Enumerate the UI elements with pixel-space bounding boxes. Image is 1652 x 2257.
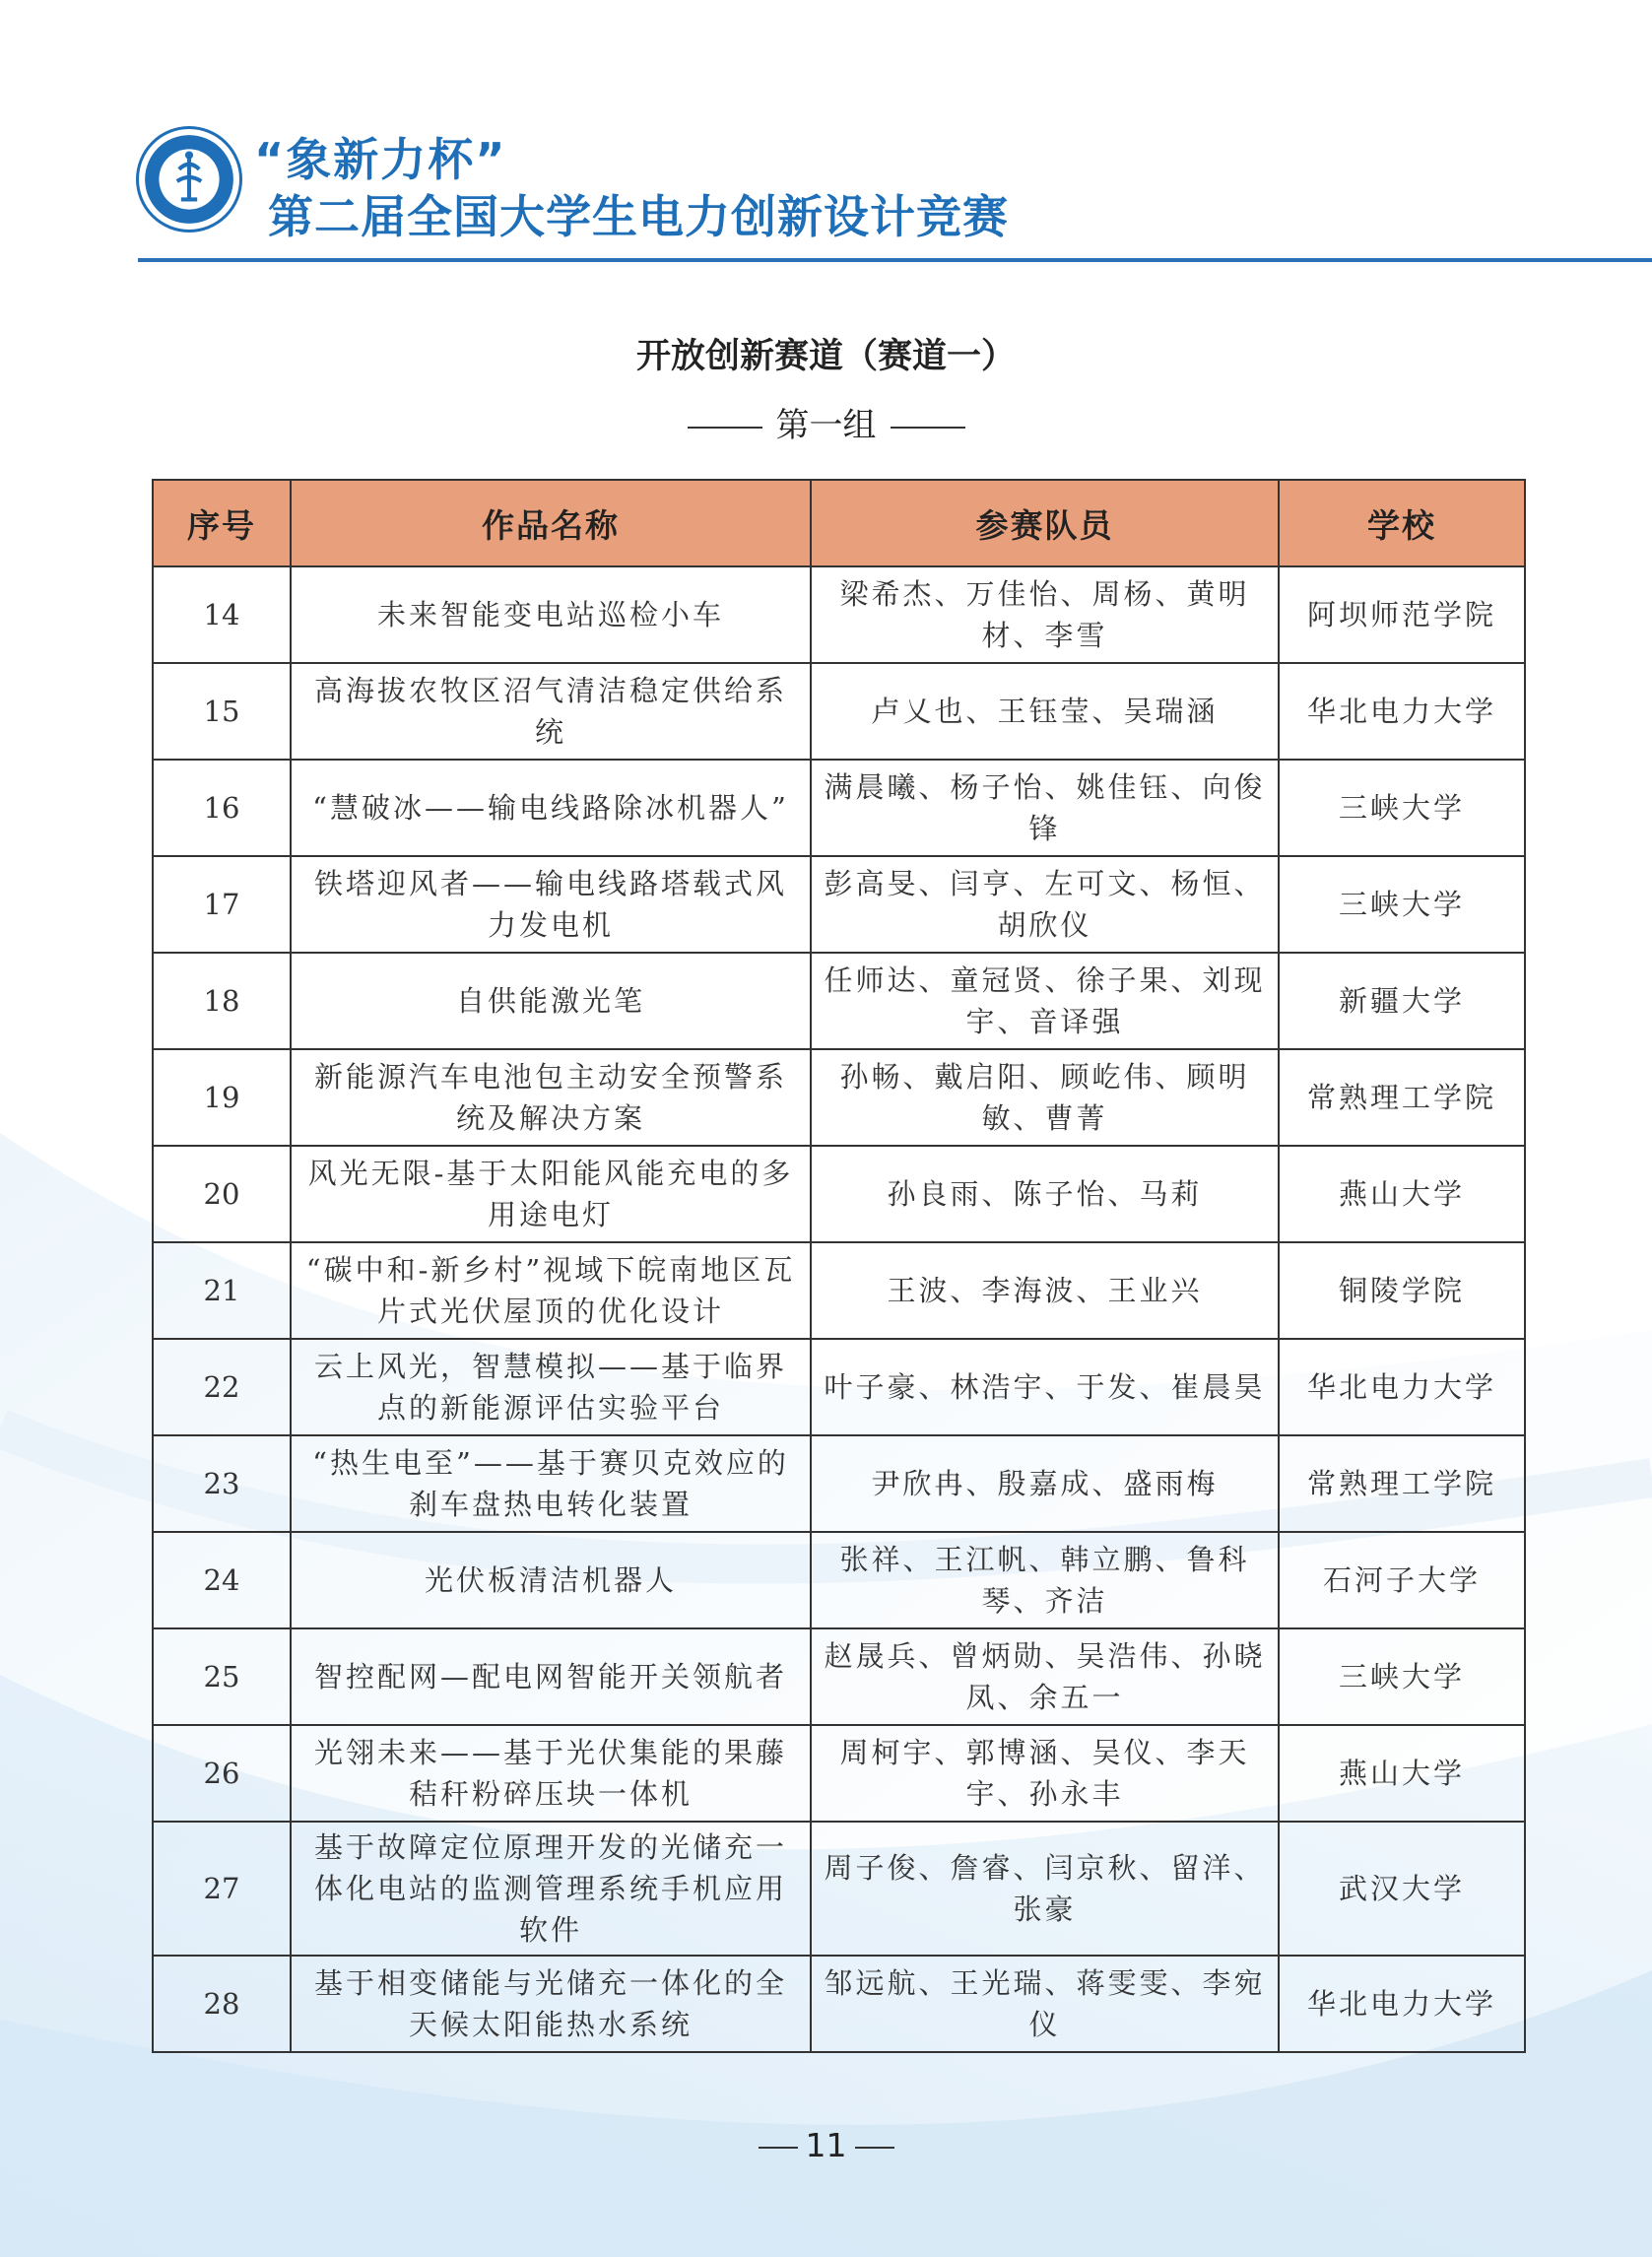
team-members: 梁希杰、万佳怡、周杨、黄明材、李雪 — [811, 566, 1279, 663]
school-name: 三峡大学 — [1279, 856, 1525, 953]
school-name: 燕山大学 — [1279, 1725, 1525, 1822]
row-number: 19 — [153, 1049, 291, 1146]
work-name: 未来智能变电站巡检小车 — [291, 566, 811, 663]
table-row — [153, 663, 1525, 760]
dash-left — [688, 427, 762, 429]
school-name: 铜陵学院 — [1279, 1242, 1525, 1339]
table-row — [153, 1628, 1525, 1725]
work-name: “慧破冰——输电线路除冰机器人” — [291, 760, 811, 856]
work-name: 自供能激光笔 — [291, 953, 811, 1049]
column-header-work: 作品名称 — [291, 480, 811, 566]
team-members: 王波、李海波、王业兴 — [811, 1242, 1279, 1339]
table-row — [153, 760, 1525, 856]
school-name: 华北电力大学 — [1279, 1956, 1525, 2052]
results-table — [152, 479, 1526, 2053]
table-row — [153, 1532, 1525, 1628]
row-number: 15 — [153, 663, 291, 760]
team-members: 任师达、童冠贤、徐子果、刘现宇、音译强 — [811, 953, 1279, 1049]
dash-left — [759, 2147, 798, 2149]
school-name: 三峡大学 — [1279, 760, 1525, 856]
competition-title: 第二届全国大学生电力创新设计竞赛 — [268, 190, 1009, 243]
school-name: 武汉大学 — [1279, 1822, 1525, 1956]
team-members: 周子俊、詹睿、闫京秋、留洋、张豪 — [811, 1822, 1279, 1956]
section-title: 开放创新赛道（赛道一） — [635, 337, 1016, 376]
row-number: 17 — [153, 856, 291, 953]
school-name: 新疆大学 — [1279, 953, 1525, 1049]
team-members: 邹远航、王光瑞、蒋雯雯、李宛仪 — [811, 1956, 1279, 2052]
column-header-number: 序号 — [153, 480, 291, 566]
table-row — [153, 1049, 1525, 1146]
team-members: 叶子豪、林浩宇、于发、崔晨昊 — [811, 1339, 1279, 1435]
dash-right — [891, 427, 965, 429]
dash-right — [855, 2147, 894, 2149]
row-number: 14 — [153, 566, 291, 663]
team-members: 张祥、王江帆、韩立鹏、鲁科琴、齐洁 — [811, 1532, 1279, 1628]
work-name: 高海拔农牧区沼气清洁稳定供给系统 — [291, 663, 811, 760]
work-name: “热生电至”——基于赛贝克效应的刹车盘热电转化装置 — [291, 1435, 811, 1532]
table-row — [153, 856, 1525, 953]
work-name: 风光无限-基于太阳能风能充电的多用途电灯 — [291, 1146, 811, 1242]
work-name: 铁塔迎风者——输电线路塔载式风力发电机 — [291, 856, 811, 953]
work-name: 智控配网—配电网智能开关领航者 — [291, 1628, 811, 1725]
school-name: 燕山大学 — [1279, 1146, 1525, 1242]
group-label: 第一组 — [775, 406, 877, 445]
logo-emblem-icon — [139, 129, 239, 230]
school-name: 常熟理工学院 — [1279, 1435, 1525, 1532]
row-number: 26 — [153, 1725, 291, 1822]
school-name: 华北电力大学 — [1279, 1339, 1525, 1435]
team-members: 彭高旻、闫亨、左可文、杨恒、胡欣仪 — [811, 856, 1279, 953]
row-number: 22 — [153, 1339, 291, 1435]
school-name: 华北电力大学 — [1279, 663, 1525, 760]
work-name: “碳中和-新乡村”视域下皖南地区瓦片式光伏屋顶的优化设计 — [291, 1242, 811, 1339]
row-number: 25 — [153, 1628, 291, 1725]
table-row — [153, 1822, 1525, 1956]
table-row — [153, 1956, 1525, 2052]
table-row — [153, 1339, 1525, 1435]
table-row — [153, 1435, 1525, 1532]
team-members: 周柯宇、郭博涵、吴仪、李天宇、孙永丰 — [811, 1725, 1279, 1822]
row-number: 20 — [153, 1146, 291, 1242]
column-header-school: 学校 — [1279, 480, 1525, 566]
header-divider — [138, 258, 1652, 262]
page-number: 11 — [805, 2126, 847, 2164]
group-subtitle — [0, 398, 1652, 446]
work-name: 基于故障定位原理开发的光储充一体化电站的监测管理系统手机应用软件 — [291, 1822, 811, 1956]
row-number: 27 — [153, 1822, 291, 1956]
competition-logo — [136, 126, 242, 232]
school-name: 石河子大学 — [1279, 1532, 1525, 1628]
row-number: 21 — [153, 1242, 291, 1339]
table-header-row — [153, 480, 1525, 566]
table-row — [153, 953, 1525, 1049]
column-header-members: 参赛队员 — [811, 480, 1279, 566]
team-members: 卢乂也、王钰莹、吴瑞涵 — [811, 663, 1279, 760]
brand-title: “象新力杯” — [254, 133, 507, 186]
row-number: 16 — [153, 760, 291, 856]
row-number: 28 — [153, 1956, 291, 2052]
table-row — [153, 1725, 1525, 1822]
team-members: 满晨曦、杨子怡、姚佳钰、向俊锋 — [811, 760, 1279, 856]
table-row — [153, 1242, 1525, 1339]
work-name: 云上风光，智慧模拟——基于临界点的新能源评估实验平台 — [291, 1339, 811, 1435]
work-name: 光伏板清洁机器人 — [291, 1532, 811, 1628]
team-members: 赵晟兵、曾炳勋、吴浩伟、孙晓凤、余五一 — [811, 1628, 1279, 1725]
school-name: 三峡大学 — [1279, 1628, 1525, 1725]
school-name: 阿坝师范学院 — [1279, 566, 1525, 663]
page-header — [0, 0, 1652, 276]
team-members: 孙良雨、陈子怡、马莉 — [811, 1146, 1279, 1242]
work-name: 光翎未来——基于光伏集能的果藤秸秆粉碎压块一体机 — [291, 1725, 811, 1822]
row-number: 18 — [153, 953, 291, 1049]
table-row — [153, 566, 1525, 663]
work-name: 新能源汽车电池包主动安全预警系统及解决方案 — [291, 1049, 811, 1146]
row-number: 23 — [153, 1435, 291, 1532]
page-footer — [0, 2126, 1652, 2164]
table-row — [153, 1146, 1525, 1242]
work-name: 基于相变储能与光储充一体化的全天候太阳能热水系统 — [291, 1956, 811, 2052]
team-members: 尹欣冉、殷嘉成、盛雨梅 — [811, 1435, 1279, 1532]
school-name: 常熟理工学院 — [1279, 1049, 1525, 1146]
row-number: 24 — [153, 1532, 291, 1628]
team-members: 孙畅、戴启阳、顾屹伟、顾明敏、曹菁 — [811, 1049, 1279, 1146]
